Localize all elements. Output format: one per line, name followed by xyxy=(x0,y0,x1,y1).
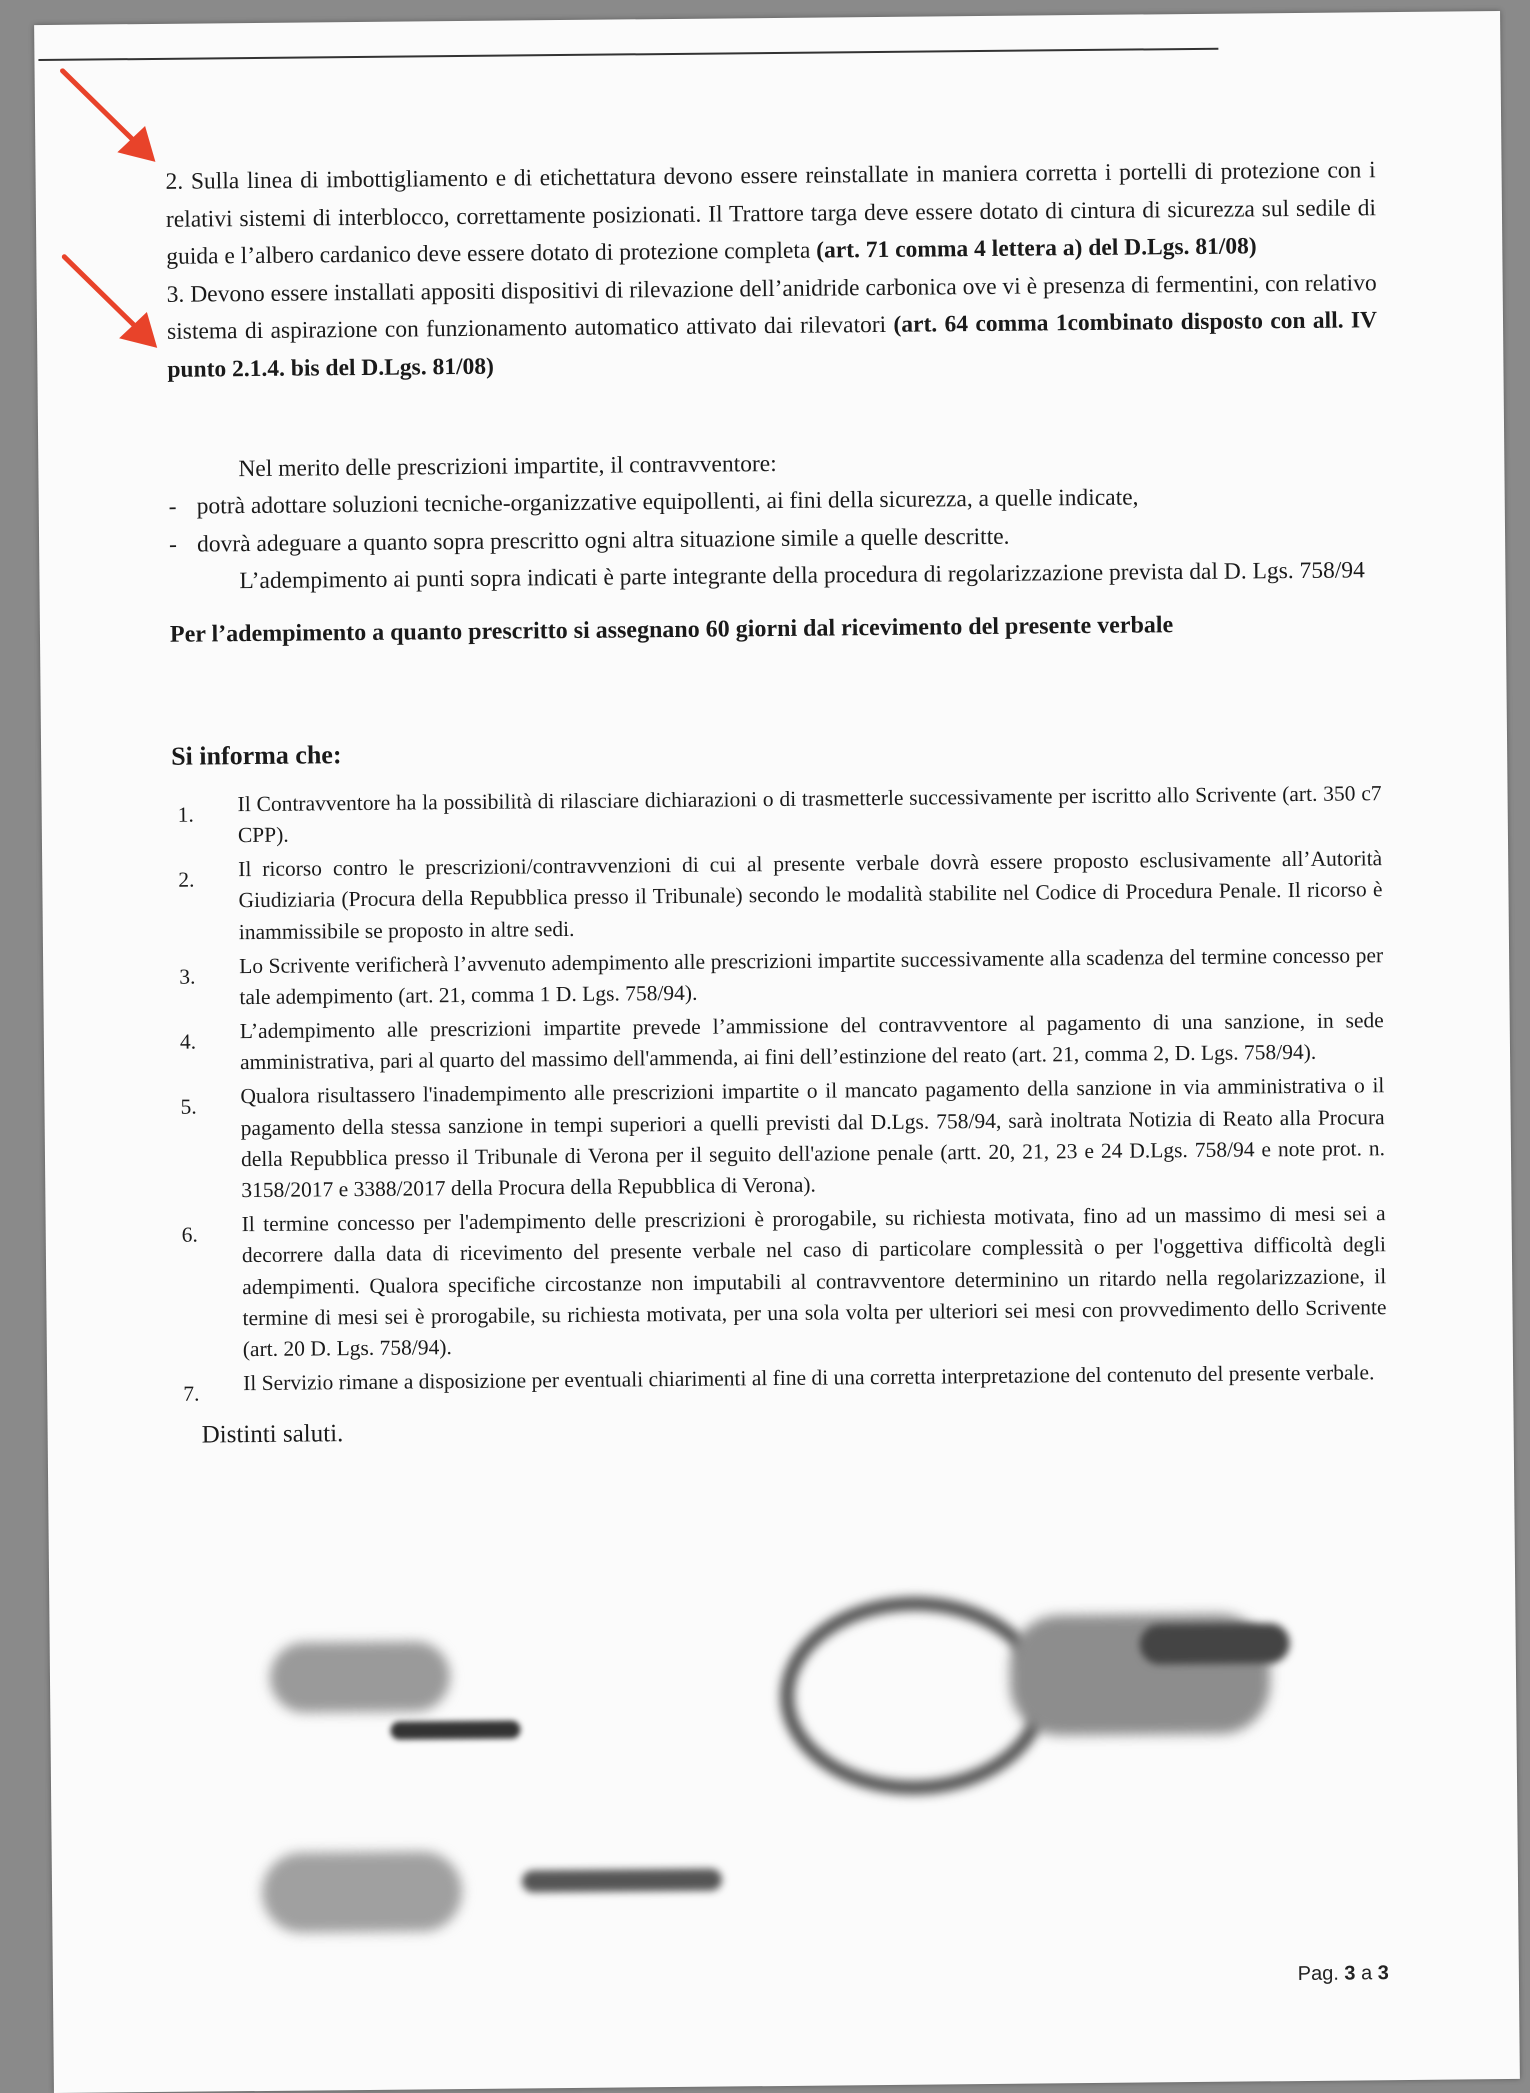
info-heading: Si informa che: xyxy=(170,740,342,772)
info-item: 3. Lo Scrivente verificherà l’avvenuto adempimento alle prescrizioni impartite successivamente alla scadenza del termine concesso per tale adempimento (art. 21, comma 1 D. Lgs. 758/94). xyxy=(179,942,1384,1010)
info-item: 4. L’adempimento alle prescrizioni impartite prevede l’ammissione del contravventore al pagamento di una sanzione, in sede amministrativa, pari al quarto del massimo dell'ammenda, ai fini dell’estinzione del reato (art. 21, comma 2, D. Lgs. 758/94). xyxy=(179,1008,1384,1075)
merit-options xyxy=(169,477,1380,564)
info-item: 1. Il Contravventore ha la possibilità di rilasciare dichiarazioni o di trasmetterle successivamente per iscritto allo Scrivente (art. 350 c7 CPP). xyxy=(177,781,1382,848)
prescription-2 xyxy=(165,152,1376,276)
redacted-stamp xyxy=(34,11,1500,25)
merit-intro: Nel merito delle prescrizioni impartite, il contravventore: xyxy=(238,450,777,482)
procedure-note: L’adempimento ai punti sopra indicati è parte integrante della procedura di regolarizzazione prevista dal D. Lgs. 758/94 xyxy=(239,557,1365,595)
prescription-text: 2. Sulla linea di imbottigliamento e di etichettatura devono essere reinstallate in maniera corretta i portelli di protezione con i relativi sistemi di interblocco, correttamente posizionati. Il Trattore targa deve essere dotato di cintura di sicurezza sul sedile di guida e l’albero cardanico deve essere dotato di protezione completa xyxy=(165,157,1377,271)
legal-reference: (art. 71 comma 4 lettera a) del D.Lgs. 81/08) xyxy=(816,233,1257,264)
merit-option: - potrà adottare soluzioni tecniche-organizzative equipollenti, ai fini della sicurezza, a quelle indicate, xyxy=(169,477,1379,526)
redacted-signature-left xyxy=(34,11,1500,25)
top-rule xyxy=(38,48,1218,61)
closing-salutation: Distinti saluti. xyxy=(201,1420,344,1449)
document-body xyxy=(165,152,1387,1456)
info-item: 7. Il Servizio rimane a disposizione per eventuali chiarimenti al fine di una corretta interpretazione del contenuto del presente verbale. xyxy=(183,1360,1375,1406)
info-list xyxy=(171,778,1387,1410)
red-arrow-icon xyxy=(54,64,165,175)
info-item: 5. Qualora risultassero l'inadempimento alle prescrizioni impartite o il mancato pagamento della sanzione in via amministrativa o il pagamento della stessa sanzione in tempi superiori a quelli previsti dal D.Lgs. 758/94, sarà inoltrata Notizia di Reato alla Procura della Repubblica presso il Tribunale di Verona per il seguito dell'azione penale (artt. 20, 21, 23 e 24 D.Lgs. 758/94 e note prot. n. 3158/2017 e 3388/2017 della Procura della Repubblica di Verona). xyxy=(180,1073,1386,1203)
info-item: 2. Il ricorso contro le prescrizioni/contravvenzioni di cui al presente verbale dovrà essere proposto esclusivamente all’Autorità Giudiziaria (Procura della Repubblica presso il Tribunale) secondo le modalità stabilite nel Codice di Procedura Penale. Il ricorso è inammissibile se proposto in altre sedi. xyxy=(178,846,1383,944)
prescription-3 xyxy=(167,265,1378,389)
page-number: Pag. 3 a 3 xyxy=(1297,1962,1389,1986)
merit-option: - dovrà adeguare a quanto sopra prescritto ogni altra situazione simile a quelle descritte. xyxy=(169,515,1379,564)
info-item: 6. Il termine concesso per l'adempimento delle prescrizioni è prorogabile, su richiesta motivata, fino ad un massimo di mesi sei a decorrere dalla data di ricevimento del presente verbale nel caso di particolare complessità o per l'oggettiva difficoltà degli adempimenti. Qualora specifiche circostanze non imputabili al contravventore determinino un ritardo nella regolarizzazione, il termine di mesi sei è prorogabile, su richiesta motivata, per una sola volta per ulteriori sei mesi con provvedimento dello Scrivente (art. 20 D. Lgs. 758/94). xyxy=(181,1201,1387,1361)
document-page xyxy=(34,11,1520,2093)
legal-reference: (art. 64 comma 1combinato disposto con all. IV punto 2.1.4. bis del D.Lgs. 81/08) xyxy=(167,307,1378,383)
prescription-text: 3. Devono essere installati appositi dispositivi di rilevazione dell’anidride carbonica ove vi è presenza di fermentini, con relativo sistema di aspirazione con funzionamento automatico attivato dai rilevatori xyxy=(166,269,1377,346)
red-arrow-icon xyxy=(56,250,167,361)
deadline-statement: Per l’adempimento a quanto prescritto si assegnano 60 giorni dal ricevimento del presente verbale xyxy=(169,612,1174,648)
